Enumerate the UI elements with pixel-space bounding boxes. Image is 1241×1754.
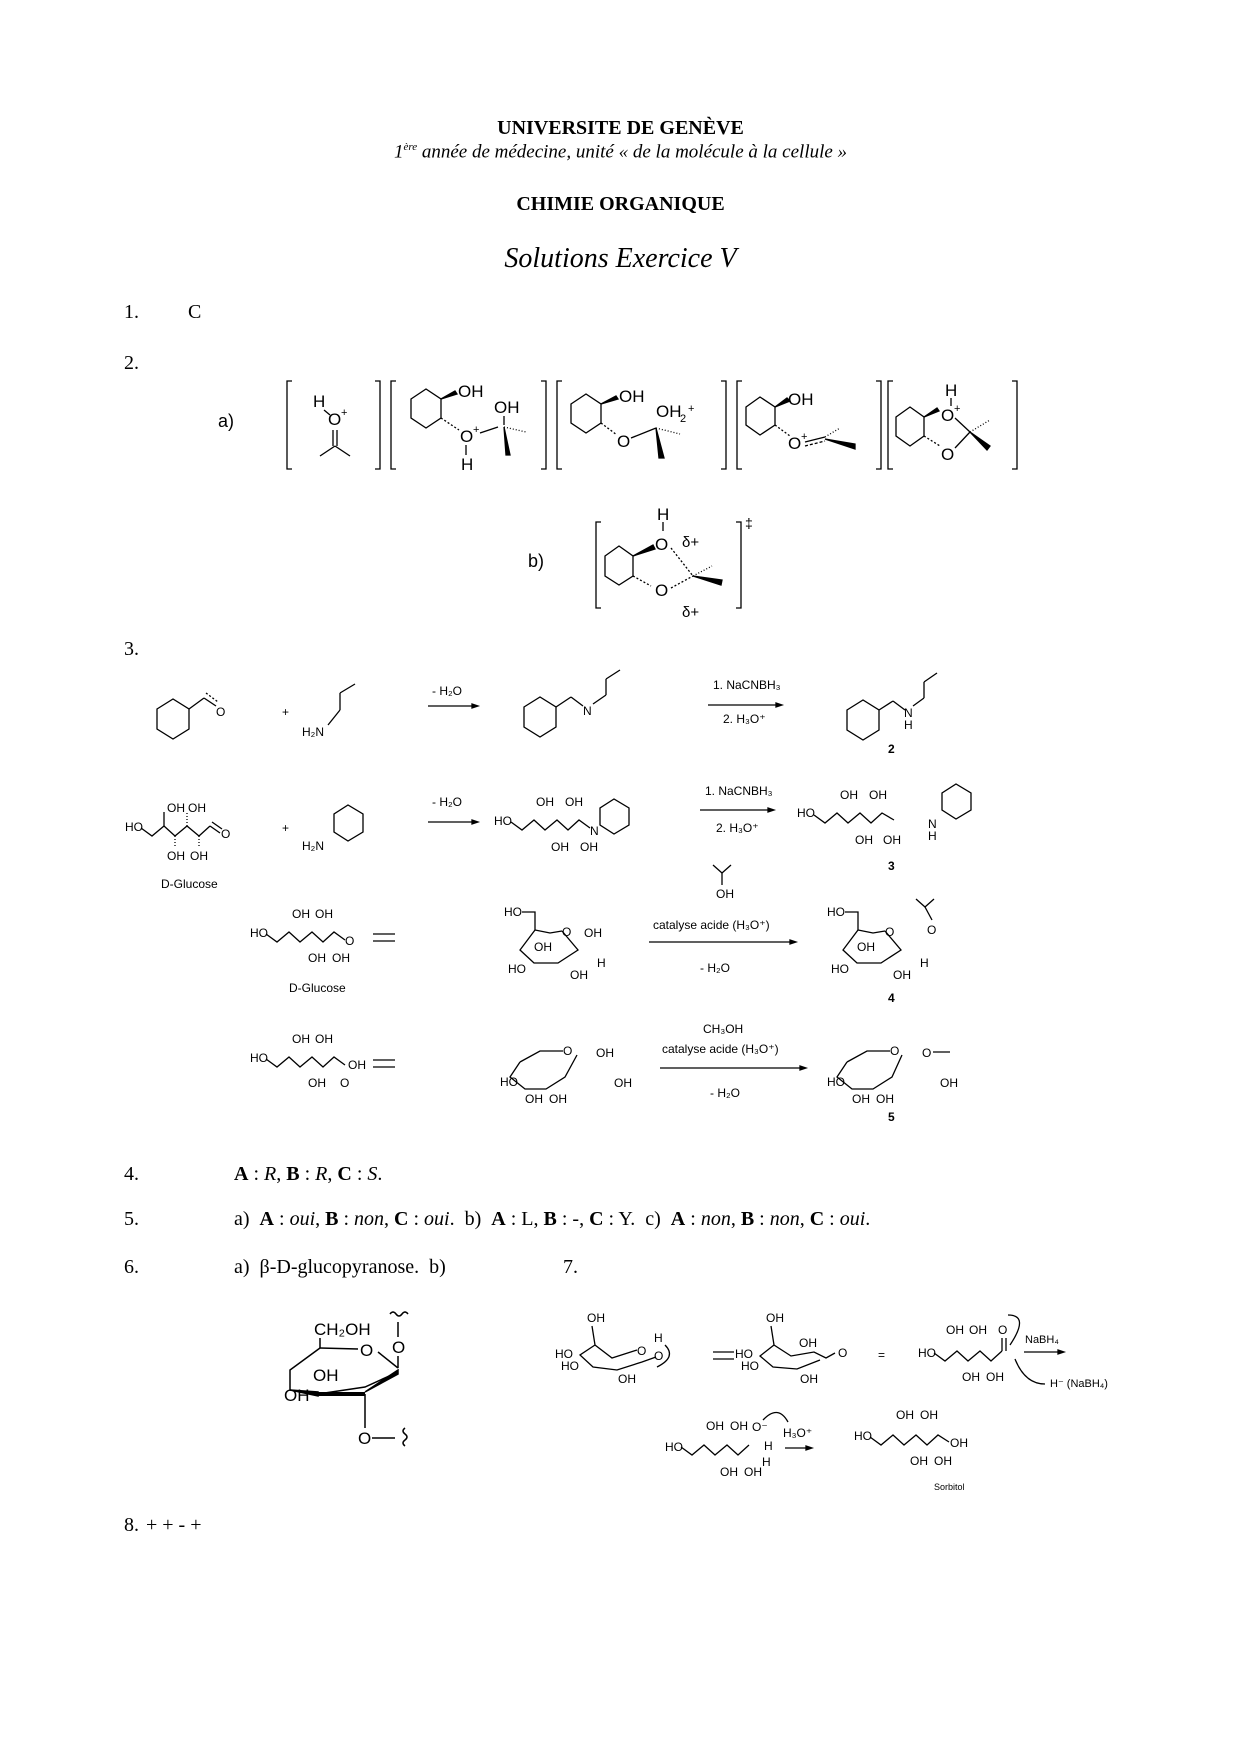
subtitle-text: année de médecine, unité « de la molécule à la cellule » <box>417 141 848 163</box>
svg-text:O: O <box>360 1341 374 1360</box>
svg-text:HO: HO <box>797 806 815 820</box>
svg-text:O: O <box>788 434 802 453</box>
svg-text:O: O <box>941 406 955 425</box>
svg-text:OH: OH <box>788 390 814 409</box>
svg-text:OH: OH <box>869 788 887 802</box>
svg-text:D-Glucose: D-Glucose <box>161 877 218 891</box>
svg-text:O: O <box>890 1044 900 1058</box>
q5-answer: a) A : oui, B : non, C : oui. b) A : L, B : -, C : Y. c) A : non, B : non, C : oui. <box>234 1208 871 1230</box>
svg-text:OH: OH <box>619 387 645 406</box>
svg-text:1. NaCNBH₃: 1. NaCNBH₃ <box>713 678 781 692</box>
svg-text:OH: OH <box>494 398 520 417</box>
svg-text:OH: OH <box>730 1419 748 1433</box>
svg-text:HO: HO <box>250 1051 268 1065</box>
q4-B-value: R <box>315 1163 328 1185</box>
svg-text:O: O <box>392 1338 406 1357</box>
svg-text:OH: OH <box>596 1046 614 1060</box>
svg-text:OH: OH <box>855 833 873 847</box>
svg-text:OH: OH <box>167 849 185 863</box>
svg-text:O: O <box>927 923 937 937</box>
svg-text:+: + <box>801 431 808 443</box>
svg-text:O: O <box>221 827 231 841</box>
svg-text:CH₂OH: CH₂OH <box>314 1320 371 1339</box>
svg-text:O: O <box>637 1344 647 1358</box>
svg-text:HO: HO <box>504 905 522 919</box>
svg-text:OH: OH <box>920 1408 938 1422</box>
svg-text:OH: OH <box>716 887 734 901</box>
svg-text:2. H₃O⁺: 2. H₃O⁺ <box>716 821 759 835</box>
svg-text:H₂N: H₂N <box>302 725 324 739</box>
svg-text:OH: OH <box>852 1092 870 1106</box>
q6b-structure <box>284 1312 408 1448</box>
svg-text:OH: OH <box>308 951 326 965</box>
svg-text:- H₂O: - H₂O <box>432 684 462 698</box>
q2a-structures <box>287 381 1017 474</box>
svg-text:OH: OH <box>188 801 206 815</box>
svg-text:OH: OH <box>565 795 583 809</box>
q4-answer: A : R, B : R, C : S. <box>234 1163 383 1185</box>
subtitle-year: 1 <box>393 141 404 163</box>
svg-text:‡: ‡ <box>745 515 753 531</box>
svg-text:H: H <box>904 718 913 732</box>
svg-text:HO: HO <box>827 905 845 919</box>
svg-text:- H₂O: - H₂O <box>710 1086 740 1100</box>
svg-text:OH: OH <box>706 1419 724 1433</box>
svg-text:OH: OH <box>534 940 552 954</box>
q5c-label: c) <box>645 1208 661 1230</box>
svg-text:- H₂O: - H₂O <box>700 961 730 975</box>
svg-text:H: H <box>928 829 937 843</box>
svg-text:HO: HO <box>918 1346 936 1360</box>
q5c-C: oui <box>839 1208 866 1230</box>
svg-text:OH: OH <box>946 1323 964 1337</box>
q2-number: 2. <box>124 352 139 374</box>
svg-text:OH: OH <box>190 849 208 863</box>
q5b-B: - <box>572 1208 580 1230</box>
svg-text:OH: OH <box>986 1370 1004 1384</box>
svg-text:OH: OH <box>348 1058 366 1072</box>
svg-text:O: O <box>562 925 572 939</box>
svg-text:+: + <box>954 403 961 415</box>
svg-text:O: O <box>655 581 669 600</box>
svg-text:OH: OH <box>876 1092 894 1106</box>
q4-A-value: R <box>264 1163 277 1185</box>
svg-text:OH: OH <box>315 1032 333 1046</box>
q7-scheme <box>555 1311 1108 1479</box>
svg-text:H: H <box>654 1331 663 1345</box>
svg-text:2: 2 <box>680 413 687 425</box>
q2-part-a-label: a) <box>218 411 235 431</box>
svg-text:H: H <box>597 956 606 970</box>
svg-text:O: O <box>358 1429 372 1448</box>
svg-text:OH: OH <box>893 968 911 982</box>
svg-text:OH: OH <box>720 1465 738 1479</box>
svg-text:+: + <box>282 821 290 835</box>
q3-row2 <box>125 784 971 891</box>
svg-text:HO: HO <box>125 820 143 834</box>
q5c-A: non <box>700 1208 731 1230</box>
q6a-text: β-D-glucopyranose. <box>259 1256 420 1278</box>
svg-text:H₃O⁺: H₃O⁺ <box>783 1426 813 1440</box>
svg-text:OH: OH <box>910 1454 928 1468</box>
svg-text:CH₃OH: CH₃OH <box>703 1022 744 1036</box>
q6-number: 6. <box>124 1256 139 1278</box>
svg-text:OH: OH <box>950 1436 968 1450</box>
q5a-B: non <box>354 1208 385 1230</box>
svg-text:H⁻ (NaBH₄): H⁻ (NaBH₄) <box>1050 1378 1108 1390</box>
svg-text:2: 2 <box>888 742 895 756</box>
q5b-C: Y <box>618 1208 631 1230</box>
svg-text:H: H <box>764 1439 773 1453</box>
svg-text:HO: HO <box>500 1075 518 1089</box>
q8-number: 8. <box>124 1514 139 1536</box>
q5c-B: non <box>769 1208 800 1230</box>
svg-text:OH: OH <box>614 1076 632 1090</box>
svg-text:O: O <box>460 427 474 446</box>
svg-text:H₂N: H₂N <box>302 839 324 853</box>
svg-text:- H₂O: - H₂O <box>432 795 462 809</box>
q5b-label: b) <box>464 1208 482 1230</box>
svg-text:HO: HO <box>508 962 526 976</box>
svg-text:OH: OH <box>840 788 858 802</box>
q1-answer: C <box>188 301 202 323</box>
svg-text:=: = <box>878 1348 886 1362</box>
course-title: CHIMIE ORGANIQUE <box>516 193 725 215</box>
q4-A-label: A <box>234 1163 249 1185</box>
svg-text:N: N <box>590 824 599 838</box>
q4-B-label: B <box>286 1163 300 1185</box>
svg-text:OH: OH <box>167 801 185 815</box>
svg-text:O: O <box>328 410 342 429</box>
svg-text:H: H <box>313 392 326 411</box>
svg-text:OH: OH <box>587 1311 605 1325</box>
svg-text:HO: HO <box>555 1347 573 1361</box>
q1-number: 1. <box>124 301 139 323</box>
svg-text:HO: HO <box>665 1440 683 1454</box>
svg-text:O: O <box>941 445 955 464</box>
svg-text:O: O <box>216 705 226 719</box>
svg-text:OH: OH <box>525 1092 543 1106</box>
svg-text:OH: OH <box>549 1092 567 1106</box>
svg-text:HO: HO <box>827 1075 845 1089</box>
subtitle-sup: ère <box>403 141 418 153</box>
q5a-label: a) <box>234 1208 250 1230</box>
q2b-transition-state <box>596 505 753 621</box>
q3-row1 <box>157 670 937 756</box>
svg-text:OH: OH <box>580 840 598 854</box>
svg-text:O: O <box>885 925 895 939</box>
svg-text:O: O <box>654 1349 664 1363</box>
q5-number: 5. <box>124 1208 139 1230</box>
q8-answer: + + - + <box>146 1514 202 1536</box>
svg-text:OH: OH <box>618 1372 636 1386</box>
svg-text:OH: OH <box>536 795 554 809</box>
svg-text:2. H₃O⁺: 2. H₃O⁺ <box>723 712 766 726</box>
svg-text:HO: HO <box>494 814 512 828</box>
svg-text:OH: OH <box>857 940 875 954</box>
q7-number: 7. <box>563 1256 578 1278</box>
svg-text:+: + <box>282 705 290 719</box>
sorbitol-label: Sorbitol <box>934 1482 965 1492</box>
svg-text:4: 4 <box>888 991 895 1005</box>
svg-text:HO: HO <box>561 1359 579 1373</box>
svg-text:OH: OH <box>458 382 484 401</box>
svg-text:OH: OH <box>934 1454 952 1468</box>
svg-text:OH: OH <box>292 907 310 921</box>
svg-text:O: O <box>617 432 631 451</box>
q4-C-label: C <box>337 1163 352 1185</box>
svg-text:OH: OH <box>551 840 569 854</box>
svg-text:NaBH₄: NaBH₄ <box>1025 1334 1059 1346</box>
svg-text:HO: HO <box>735 1347 753 1361</box>
svg-text:O: O <box>998 1323 1008 1337</box>
q2-part-b-label: b) <box>528 551 545 571</box>
q3-row3 <box>250 865 936 1005</box>
svg-text:HO: HO <box>250 926 268 940</box>
svg-text:OH: OH <box>292 1032 310 1046</box>
svg-text:O: O <box>345 934 355 948</box>
q5a-A: oui <box>289 1208 316 1230</box>
svg-text:OH: OH <box>744 1465 762 1479</box>
svg-text:OH: OH <box>313 1366 339 1385</box>
svg-text:+: + <box>341 407 348 419</box>
q5b-A: L <box>521 1208 534 1230</box>
svg-text:D-Glucose: D-Glucose <box>289 981 346 995</box>
svg-text:OH: OH <box>800 1372 818 1386</box>
svg-text:+: + <box>473 424 480 436</box>
q3-number: 3. <box>124 638 139 660</box>
svg-text:OH: OH <box>799 1336 817 1350</box>
svg-text:δ+: δ+ <box>682 604 700 621</box>
svg-text:H: H <box>762 1455 771 1469</box>
q5a-C: oui <box>424 1208 450 1230</box>
page-title: Solutions Exercice V <box>504 243 737 274</box>
svg-text:OH: OH <box>969 1323 987 1337</box>
svg-text:OH: OH <box>584 926 602 940</box>
q6a-label: a) <box>234 1256 250 1278</box>
svg-text:3: 3 <box>888 859 895 873</box>
svg-text:+: + <box>688 403 695 415</box>
svg-text:OH: OH <box>284 1386 310 1405</box>
q4-number: 4. <box>124 1163 139 1185</box>
svg-text:OH: OH <box>308 1076 326 1090</box>
svg-text:N: N <box>928 817 937 831</box>
svg-text:OH: OH <box>896 1408 914 1422</box>
svg-text:H: H <box>920 956 929 970</box>
svg-text:O: O <box>922 1046 932 1060</box>
svg-text:H: H <box>945 381 958 400</box>
svg-text:OH: OH <box>570 968 588 982</box>
svg-text:N: N <box>583 704 592 718</box>
svg-text:O: O <box>838 1346 848 1360</box>
svg-text:N: N <box>904 706 913 720</box>
svg-text:HO: HO <box>741 1359 759 1373</box>
svg-text:δ+: δ+ <box>682 534 700 551</box>
svg-text:HO: HO <box>831 962 849 976</box>
svg-text:H: H <box>461 455 474 474</box>
svg-text:OH: OH <box>962 1370 980 1384</box>
university-heading: UNIVERSITE DE GENÈVE <box>497 117 744 139</box>
svg-text:OH: OH <box>766 1311 784 1325</box>
q3-row4 <box>250 1022 958 1124</box>
svg-text:catalyse acide (H₃O⁺): catalyse acide (H₃O⁺) <box>653 918 770 932</box>
svg-text:OH: OH <box>883 833 901 847</box>
q6b-label: b) <box>429 1256 446 1278</box>
svg-text:1. NaCNBH₃: 1. NaCNBH₃ <box>705 784 773 798</box>
q4-C-value: S <box>367 1163 378 1185</box>
svg-text:O⁻: O⁻ <box>752 1420 768 1434</box>
svg-text:HO: HO <box>854 1429 872 1443</box>
svg-text:OH: OH <box>940 1076 958 1090</box>
q6-answer <box>234 1256 446 1279</box>
svg-text:catalyse acide (H₃O⁺): catalyse acide (H₃O⁺) <box>662 1042 779 1056</box>
svg-text:O: O <box>655 535 669 554</box>
svg-text:H: H <box>657 505 670 524</box>
svg-text:O: O <box>563 1044 573 1058</box>
svg-text:OH: OH <box>315 907 333 921</box>
svg-text:O: O <box>340 1076 350 1090</box>
svg-text:5: 5 <box>888 1110 895 1124</box>
svg-text:OH: OH <box>332 951 350 965</box>
svg-text:OH: OH <box>656 402 682 421</box>
